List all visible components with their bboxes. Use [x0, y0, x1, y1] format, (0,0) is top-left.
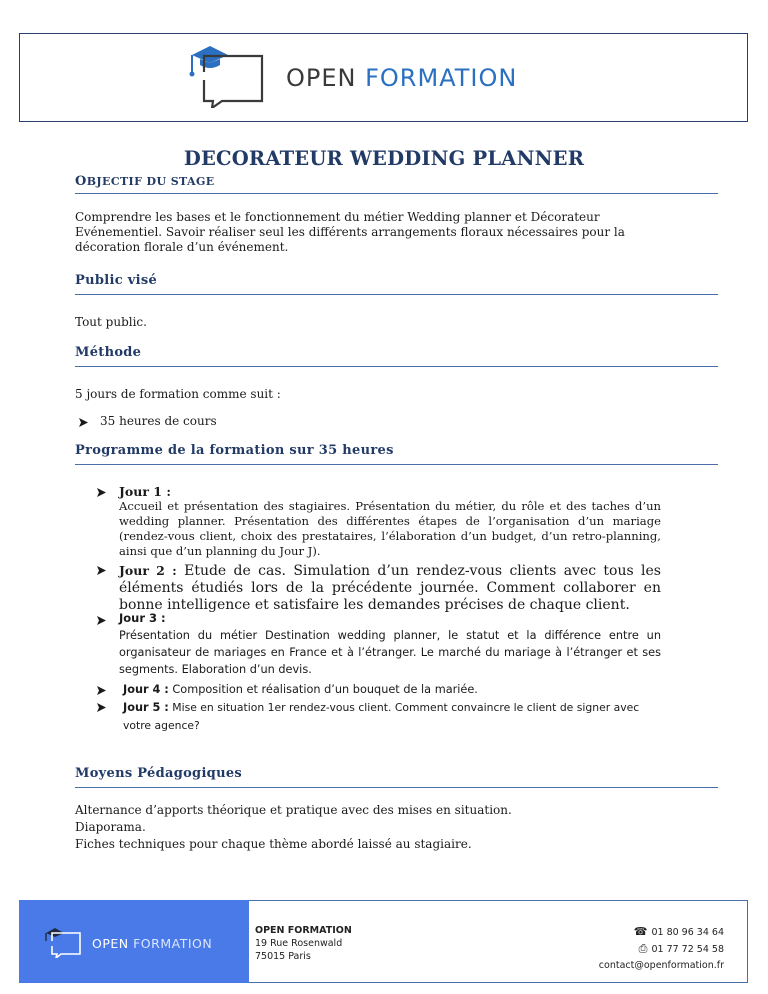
- methode-intro: 5 jours de formation comme suit :: [75, 387, 281, 401]
- objectif-heading: OBJECTIF DU STAGE: [75, 174, 215, 189]
- bullet-arrow-icon: [79, 418, 88, 427]
- header-brand: OPEN FORMATION: [286, 64, 518, 92]
- bullet-arrow-icon: [97, 703, 106, 712]
- footer-email[interactable]: contact@openformation.fr: [598, 960, 724, 971]
- day5-text: Mise en situation 1er rendez-vous client. Comment convaincre le client de signer avec votre agence?: [123, 701, 640, 732]
- public-rule: [75, 294, 718, 295]
- moyens-line1: Alternance d’apports théorique et pratique avec des mises en situation.: [75, 803, 512, 817]
- day2-title: Jour 2 :: [119, 563, 177, 578]
- methode-rule: [75, 366, 718, 367]
- moyens-line3: Fiches techniques pour chaque thème abordé laissé au stagiaire.: [75, 837, 472, 851]
- objectif-rule: [75, 193, 718, 194]
- day4-title: Jour 4 :: [123, 683, 169, 696]
- methode-heading: Méthode: [75, 345, 142, 360]
- day2-text: Etude de cas. Simulation d’un rendez-vous clients avec tous les éléments étudiés lors de la précédente journée. Comment collaborer en bonne intelligence et satisfaire les demandes précises de chaque client.: [119, 563, 661, 613]
- public-heading: Public visé: [75, 273, 158, 288]
- fax-icon: ⎙: [638, 942, 648, 955]
- footer-brand: OPEN FORMATION: [92, 936, 213, 951]
- moyens-heading: Moyens Pédagogiques: [75, 766, 243, 781]
- day3-text: Présentation du métier Destination wedding planner, le statut et la différence entre un organisateur de mariages en France et à l’étranger. Le marché du mariage à l’étranger et ses segments. Elaboration d’un devis.: [119, 629, 661, 676]
- footer-contact: [599, 924, 724, 974]
- bullet-arrow-icon: [97, 488, 106, 497]
- programme-rule: [75, 464, 718, 465]
- bullet-arrow-icon: [97, 686, 106, 695]
- objectif-text: Comprendre les bases et le fonctionnement du métier Wedding planner et Décorateur Evénementiel. Savoir réaliser seul les différents arrangements floraux nécessaires pour la décoration florale d’un événement.: [75, 210, 625, 254]
- footer-street: 19 Rue Rosenwald: [255, 938, 343, 949]
- day4-block: [123, 682, 665, 697]
- moyens-rule: [75, 787, 718, 788]
- day4-text: Composition et réalisation d’un bouquet de la mariée.: [168, 683, 478, 696]
- day3-title: Jour 3 :: [119, 611, 166, 625]
- footer-city: 75015 Paris: [255, 951, 311, 962]
- footer-fax: 01 77 72 54 58: [651, 944, 724, 955]
- day5-block: [123, 699, 663, 735]
- footer-phone: 01 80 96 34 64: [651, 927, 724, 938]
- methode-bullet: 35 heures de cours: [100, 414, 217, 428]
- day5-title: Jour 5 :: [123, 701, 169, 714]
- day2-block: [119, 562, 661, 614]
- day1-title: Jour 1 :: [119, 484, 171, 499]
- programme-heading: Programme de la formation sur 35 heures: [75, 443, 394, 458]
- moyens-line2: Diaporama.: [75, 820, 146, 834]
- footer-company: OPEN FORMATION: [255, 925, 352, 936]
- footer-logo-icon: [44, 928, 84, 958]
- open-formation-logo-icon: [188, 46, 270, 108]
- public-text: Tout public.: [75, 315, 147, 329]
- document-title: DECORATEUR WEDDING PLANNER: [183, 147, 585, 170]
- bullet-arrow-icon: [97, 616, 106, 625]
- day1-text: Accueil et présentation des stagiaires. Présentation du métier, du rôle et des taches d’un wedding planner. Présentation des différentes étapes de l’organisation d’un mariage (rendez-vous client, choix des prestataires, l’élaboration d’un budget, d’un retro-planning, ainsi que d’un planning du Jour J).: [119, 499, 661, 558]
- footer-address: [255, 924, 352, 963]
- telephone-icon: ☎: [633, 925, 648, 938]
- bullet-arrow-icon: [97, 566, 106, 575]
